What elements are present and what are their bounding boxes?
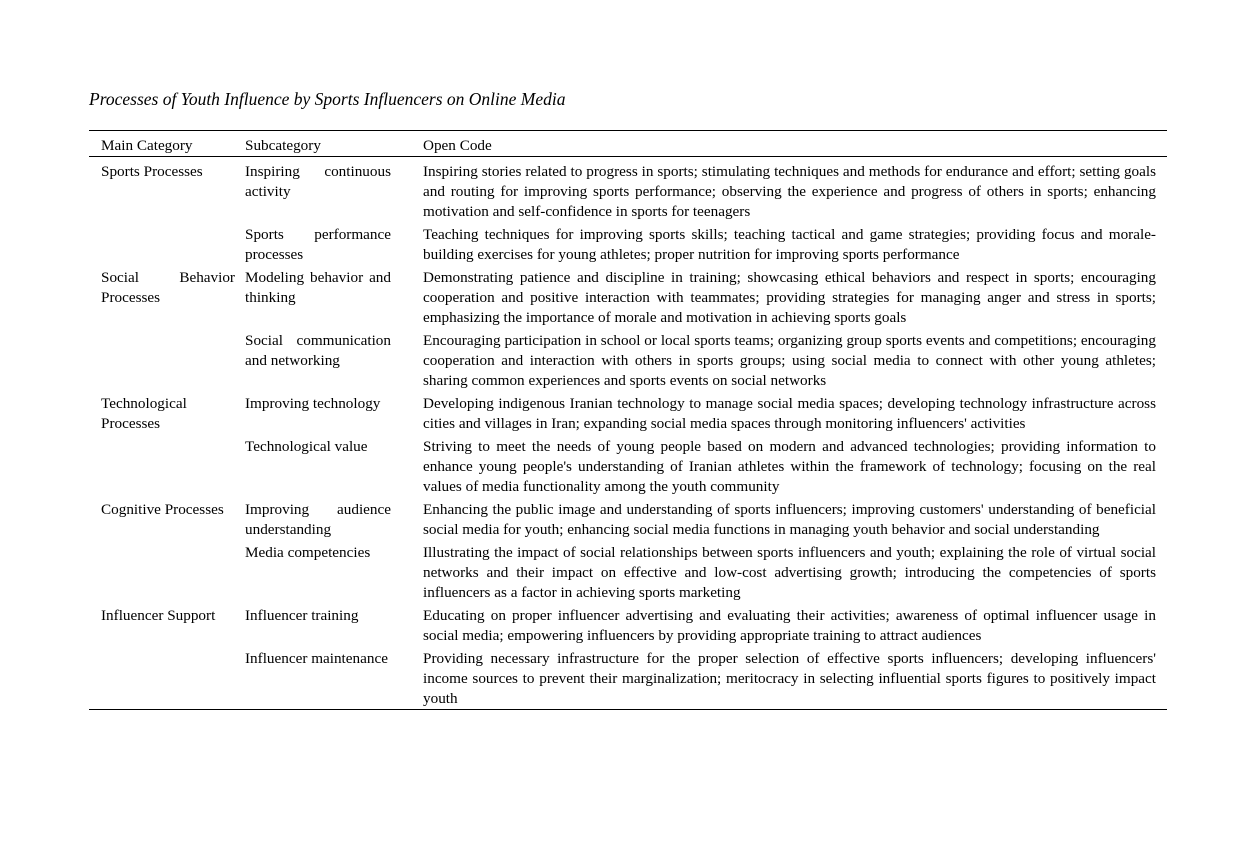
subcategory-cell: Improving audience understanding xyxy=(245,501,391,538)
subcategory-cell: Influencer training xyxy=(245,607,359,624)
table-header xyxy=(89,131,1167,157)
main-category-cell: Sports Processes xyxy=(101,163,203,180)
header-main-category: Main Category xyxy=(101,137,193,154)
table-row xyxy=(89,222,1167,265)
subcategory-cell: Sports performance processes xyxy=(245,226,391,263)
open-code-cell: Providing necessary infrastructure for the proper selection of effective sports influencers; developing influencers' income sources to prevent their marginalization; meritocracy in selecting influential sports figures to positively impact youth xyxy=(423,650,1156,707)
open-code-cell: Enhancing the public image and understanding of sports influencers; improving customers' understanding of beneficial social media for youth; enhancing social media functions in managing youth behavior and social understanding xyxy=(423,501,1156,538)
table-caption: Processes of Youth Influence by Sports Influencers on Online Media xyxy=(89,89,566,109)
main-category-cell xyxy=(89,646,245,710)
header-open-code: Open Code xyxy=(423,137,492,154)
table-body xyxy=(89,157,1167,710)
main-category-cell xyxy=(89,434,245,497)
main-category-cell xyxy=(89,222,245,265)
table-row xyxy=(89,157,1167,223)
open-code-cell: Encouraging participation in school or local sports teams; organizing group sports events and competitions; encouraging cooperation and interaction with others in sports groups; using social media to connect with other young athletes; sharing common experiences and sports events on social networks xyxy=(423,332,1156,389)
open-code-cell: Illustrating the impact of social relationships between sports influencers and youth; explaining the role of virtual social networks and their impact on effective and low-cost advertising growth; introducing the competencies of sports influencers as a factor in achieving sports marketing xyxy=(423,544,1156,601)
subcategory-cell: Influencer maintenance xyxy=(245,650,388,667)
open-code-cell: Educating on proper influencer advertising and evaluating their activities; awareness of optimal influencer usage in social media; empowering influencers by providing appropriate training to attract audiences xyxy=(423,607,1156,644)
main-category-cell xyxy=(89,328,245,391)
table-row xyxy=(89,646,1167,710)
header-subcategory: Subcategory xyxy=(245,137,321,154)
table-row xyxy=(89,265,1167,328)
open-code-cell: Inspiring stories related to progress in sports; stimulating techniques and methods for endurance and effort; setting goals and routing for improving sports performance; observing the experience and progress of others in sports; enhancing motivation and self-confidence in sports for teenagers xyxy=(423,163,1156,220)
open-code-cell: Demonstrating patience and discipline in training; showcasing ethical behaviors and respect in sports; encouraging cooperation and positive interaction with teammates; providing strategies for managing anger and stress in sports; emphasizing the importance of morale and motivation in achieving sports goals xyxy=(423,269,1156,326)
main-category-cell: Technological Processes xyxy=(101,395,187,432)
open-code-cell: Striving to meet the needs of young people based on modern and advanced technologies; providing information to enhance young people's understanding of Iranian athletes within the framework of technology; focusing on the real values of media functionality among the youth community xyxy=(423,438,1156,495)
subcategory-cell: Improving technology xyxy=(245,395,381,412)
subcategory-cell: Technological value xyxy=(245,438,368,455)
subcategory-cell: Modeling behavior and thinking xyxy=(245,269,391,306)
open-code-cell: Teaching techniques for improving sports skills; teaching tactical and game strategies; providing focus and morale-building exercises for young athletes; proper nutrition for improving sports performance xyxy=(423,226,1156,263)
subcategory-cell: Social communication and networking xyxy=(245,332,391,369)
table-row xyxy=(89,328,1167,391)
main-category-cell: Social Behavior Processes xyxy=(101,269,235,306)
table-row xyxy=(89,391,1167,434)
categories-table xyxy=(89,130,1167,710)
subcategory-cell: Media competencies xyxy=(245,544,371,561)
main-category-cell: Cognitive Processes xyxy=(101,501,224,518)
table-row xyxy=(89,497,1167,540)
table-row xyxy=(89,434,1167,497)
subcategory-cell: Inspiring continuous activity xyxy=(245,163,391,200)
table-row xyxy=(89,540,1167,603)
header-row xyxy=(89,131,1167,157)
open-code-cell: Developing indigenous Iranian technology to manage social media spaces; developing technology infrastructure across cities and villages in Iran; expanding social media spaces through monitoring influencers' activities xyxy=(423,395,1156,432)
main-category-cell: Influencer Support xyxy=(101,607,216,624)
main-category-cell xyxy=(89,540,245,603)
table-row xyxy=(89,603,1167,646)
